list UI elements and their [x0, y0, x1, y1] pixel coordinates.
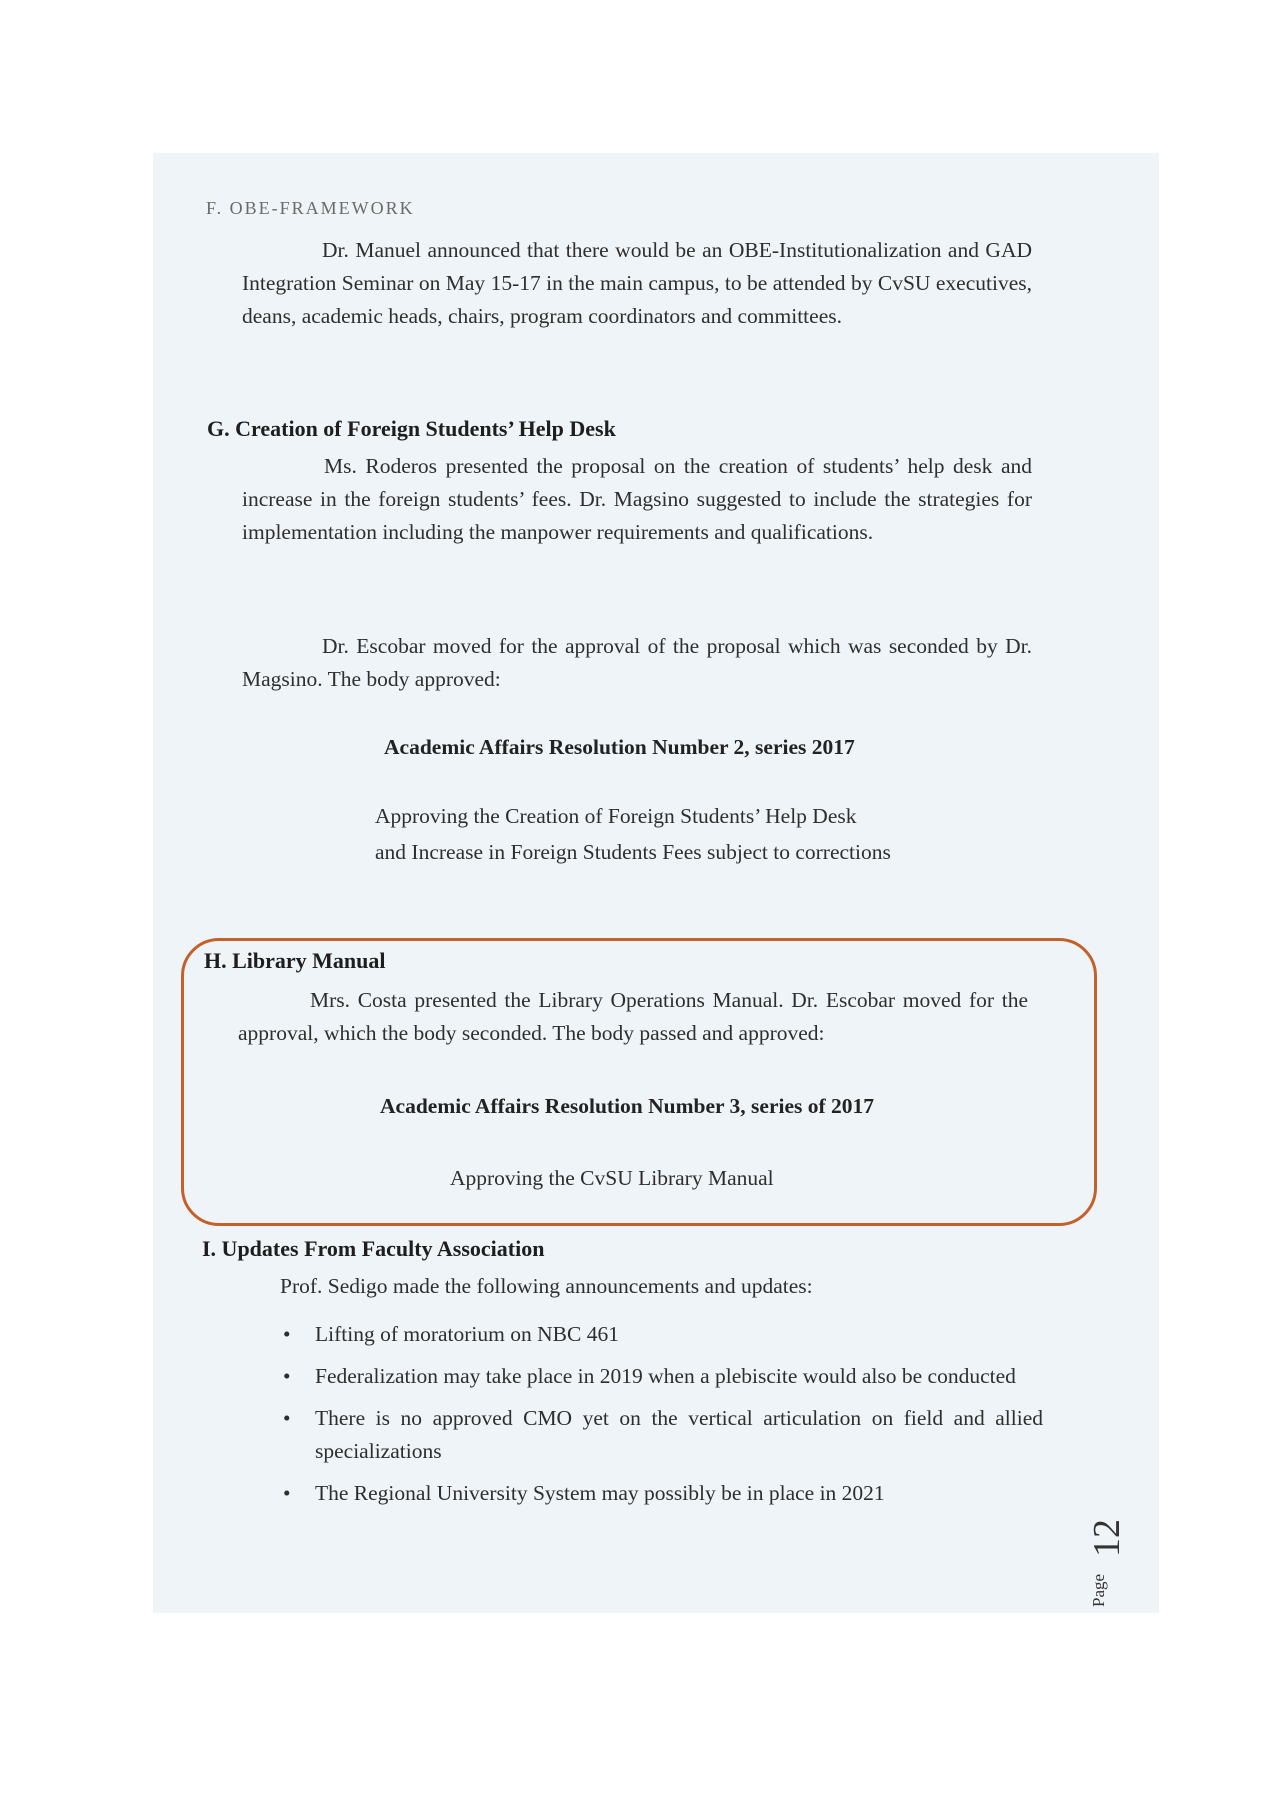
- bullet-icon: •: [283, 1406, 291, 1430]
- list-item: • Federalization may take place in 2019 when a plebiscite would also be conducted: [283, 1360, 1043, 1393]
- bullet-icon: •: [283, 1322, 291, 1346]
- section-g-paragraph-1: Ms. Roderos presented the proposal on the creation of students’ help desk and increase in the foreign students’ fees. Dr. Magsino suggested to include the strategies for implementation including the manpower requirements and qualifications.: [242, 454, 1032, 544]
- page-number: [1085, 1495, 1130, 1615]
- resolution-2-title: Academic Affairs Resolution Number 2, series 2017: [384, 735, 855, 759]
- list-item: • Lifting of moratorium on NBC 461: [283, 1318, 1043, 1351]
- updates-list: [283, 1318, 1043, 1519]
- list-item: • There is no approved CMO yet on the vertical articulation on field and allied specializations: [283, 1402, 1043, 1468]
- bullet-icon: •: [283, 1364, 291, 1388]
- list-item: • The Regional University System may possibly be in place in 2021: [283, 1477, 1043, 1510]
- section-g-heading: G. Creation of Foreign Students’ Help Desk: [207, 416, 616, 441]
- resolution-3-title: Academic Affairs Resolution Number 3, series of 2017: [380, 1094, 875, 1118]
- page-label: Page: [1089, 1573, 1108, 1607]
- section-h-heading: H. Library Manual: [204, 948, 386, 973]
- section-i-intro: Prof. Sedigo made the following announcements and updates:: [280, 1274, 813, 1298]
- section-f-paragraph: Dr. Manuel announced that there would be an OBE-Institutionalization and GAD Integration Seminar on May 15-17 in the main campus, to be attended by CvSU executives, deans, academic heads, chairs, program coordinators and committees.: [242, 238, 1032, 328]
- resolution-2-line-2: and Increase in Foreign Students Fees subject to corrections: [375, 840, 891, 864]
- section-f-heading: F. OBE-FRAMEWORK: [206, 198, 415, 218]
- section-h-paragraph: Mrs. Costa presented the Library Operations Manual. Dr. Escobar moved for the approval, which the body seconded. The body passed and approved:: [238, 988, 1028, 1045]
- section-i-heading: I. Updates From Faculty Association: [202, 1236, 545, 1261]
- page-number-value: 12: [1086, 1519, 1128, 1557]
- resolution-3-text: Approving the CvSU Library Manual: [450, 1166, 774, 1190]
- bullet-icon: •: [283, 1481, 291, 1505]
- resolution-2-line-1: Approving the Creation of Foreign Students’ Help Desk: [375, 804, 857, 828]
- section-g-paragraph-2: Dr. Escobar moved for the approval of the proposal which was seconded by Dr. Magsino. The body approved:: [242, 634, 1032, 691]
